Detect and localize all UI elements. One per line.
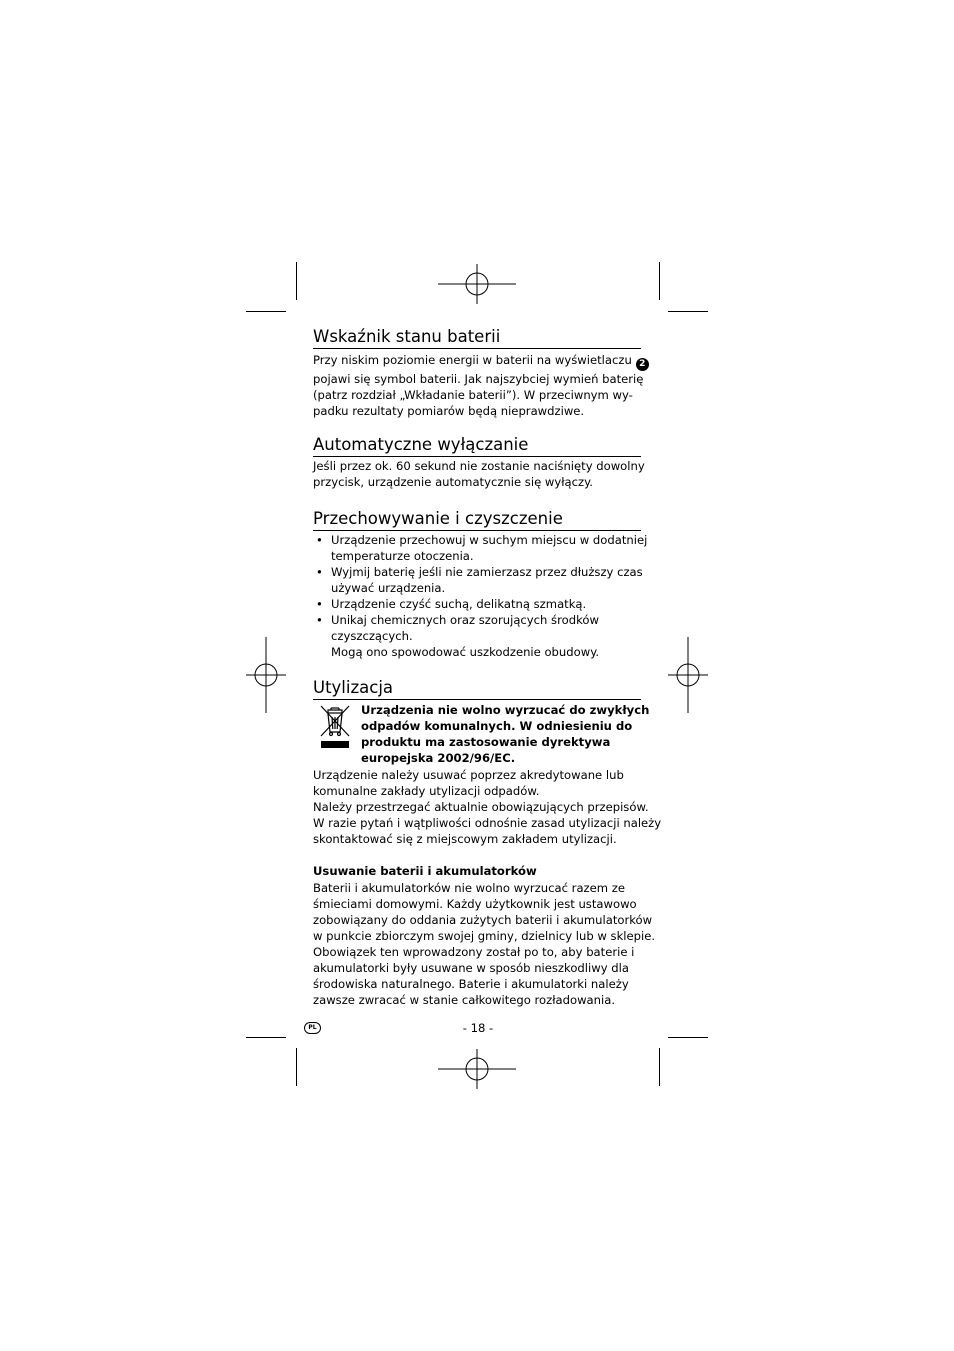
- registration-mark-right: [668, 637, 708, 713]
- battery-indicator-text: [313, 352, 646, 419]
- battery-line-3: (patrz rozdział „Wkładanie baterii”). W przeciwnym wy-: [313, 388, 633, 402]
- pl-language-badge: PL: [304, 1022, 321, 1034]
- battery-line-1: Przy niskim poziomie energii w baterii na wyświetlaczu: [313, 353, 632, 367]
- warning-line-1: Urządzenia nie wolno wyrzucać do zwykłych: [361, 703, 650, 717]
- battery-disposal-line-8: zawsze zwracać w stanie całkowitego rozładowania.: [313, 993, 616, 1007]
- battery-disposal-line-2: śmieciami domowymi. Każdy użytkownik jest ustawowo: [313, 897, 637, 911]
- disposal-line-2: komunalne zakłady utylizacji odpadów.: [313, 784, 540, 798]
- battery-disposal-line-4: w punkcie zbiorczym swojej gminy, dzielnicy lub w sklepie.: [313, 929, 656, 943]
- list-item: [313, 532, 648, 564]
- page-number: - 18 -: [462, 1021, 494, 1035]
- battery-line-4: padku rezultaty pomiarów będą nieprawdziwe.: [313, 404, 585, 418]
- list-item-line: czyszczących.: [331, 629, 413, 643]
- heading-disposal: Utylizacja: [313, 678, 641, 700]
- disposal-warning: [361, 702, 650, 766]
- battery-disposal-text: [313, 880, 656, 1008]
- disposal-line-4: W razie pytań i wątpliwości odnośnie zasad utylizacji należy: [313, 816, 662, 830]
- list-item: [313, 612, 643, 660]
- crop-mark-top-left-v: [296, 262, 297, 300]
- bullet: •: [316, 565, 323, 579]
- warning-line-3: produktu ma zastosowanie dyrektywa: [361, 735, 611, 749]
- crop-mark-bottom-left-v: [296, 1048, 297, 1086]
- registration-mark-top: [438, 264, 516, 304]
- list-item: [313, 564, 643, 596]
- registration-mark-bottom: [438, 1049, 516, 1089]
- crop-mark-bottom-right-v: [659, 1048, 660, 1086]
- battery-disposal-line-1: Baterii i akumulatorków nie wolno wyrzucać razem ze: [313, 881, 625, 895]
- disposal-text: [313, 767, 662, 847]
- list-item-line: Wyjmij baterię jeśli nie zamierzasz przez dłuższy czas: [331, 565, 643, 579]
- crop-mark-bottom-left-h: [246, 1037, 286, 1038]
- list-item: [313, 596, 643, 612]
- list-item-line: Unikaj chemicznych oraz szorujących środków: [331, 613, 599, 627]
- disposal-line-3: Należy przestrzegać aktualnie obowiązujących przepisów.: [313, 800, 649, 814]
- crop-mark-top-right-h: [668, 311, 708, 312]
- list-item-line: Urządzenie przechowuj w suchym miejscu w dodatniej: [331, 533, 648, 547]
- disposal-line-1: Urządzenie należy usuwać poprzez akredytowane lub: [313, 768, 624, 782]
- list-item-line: używać urządzenia.: [331, 581, 446, 595]
- crop-mark-bottom-right-h: [668, 1037, 708, 1038]
- bullet: •: [316, 533, 323, 547]
- crop-mark-top-left-h: [246, 311, 286, 312]
- bullet: •: [316, 597, 323, 611]
- list-item-line: Urządzenie czyść suchą, delikatną szmatką.: [331, 597, 587, 611]
- auto-off-line-1: Jeśli przez ok. 60 sekund nie zostanie naciśnięty dowolny: [313, 459, 645, 473]
- list-item-line: temperaturze otoczenia.: [331, 549, 474, 563]
- battery-disposal-line-3: zobowiązany do oddania zużytych baterii i akumulatorków: [313, 913, 653, 927]
- bullet: •: [316, 613, 323, 627]
- battery-disposal-line-7: środowiska naturalnego. Baterie i akumulatorki należy: [313, 977, 629, 991]
- battery-disposal-line-6: akumulatorki były usuwane w sposób nieszkodliwy dla: [313, 961, 629, 975]
- heading-auto-off: Automatyczne wyłączanie: [313, 435, 641, 457]
- registration-mark-left: [246, 637, 286, 713]
- auto-off-line-2: przycisk, urządzenie automatycznie się wyłączy.: [313, 475, 593, 489]
- heading-battery-indicator: Wskaźnik stanu baterii: [313, 327, 641, 349]
- auto-off-text: [313, 458, 643, 490]
- disposal-line-5: skontaktować się z miejscowym zakładem utylizacji.: [313, 832, 617, 846]
- battery-disposal-heading: Usuwanie baterii i akumulatorków: [313, 864, 537, 878]
- heading-storage-cleaning: Przechowywanie i czyszczenie: [313, 509, 641, 531]
- crop-mark-top-right-v: [659, 262, 660, 300]
- weee-bin-icon: [318, 704, 352, 750]
- battery-line-2: pojawi się symbol baterii. Jak najszybciej wymień baterię: [313, 372, 644, 386]
- warning-line-4: europejska 2002/96/EC.: [361, 751, 516, 765]
- display-marker-2-icon: 2: [636, 358, 649, 371]
- warning-line-2: odpadów komunalnych. W odniesieniu do: [361, 719, 633, 733]
- storage-list: [313, 532, 648, 660]
- list-item-line: Mogą ono spowodować uszkodzenie obudowy.: [331, 645, 600, 659]
- battery-disposal-line-5: Obowiązek ten wprowadzony został po to, aby baterie i: [313, 945, 635, 959]
